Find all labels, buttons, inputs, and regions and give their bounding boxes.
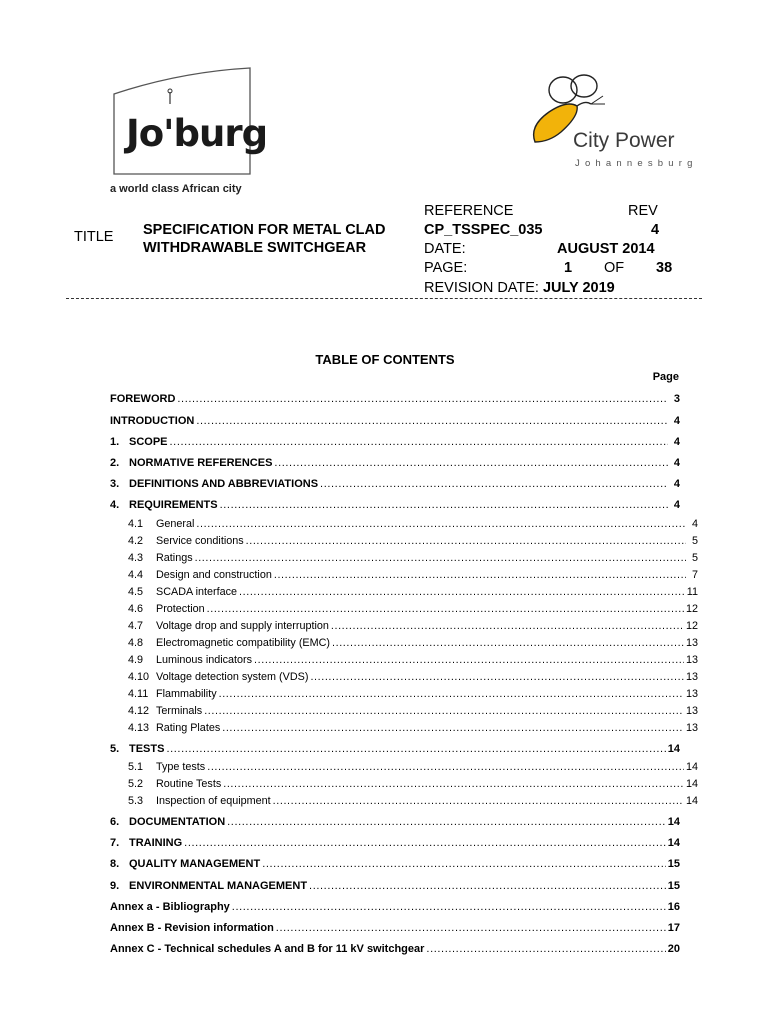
date-value: AUGUST 2014 <box>557 241 655 257</box>
toc-entry[interactable] <box>110 795 698 808</box>
toc-entry-number: 4.8 <box>128 637 144 649</box>
toc-entry-number: 4.6 <box>128 603 144 615</box>
toc-entry-label: REQUIREMENTS <box>129 499 218 511</box>
toc-entry[interactable] <box>110 880 680 893</box>
date-label: DATE: <box>424 241 466 257</box>
toc-entry-page: 3 <box>673 393 680 405</box>
toc-entry-number: 5.2 <box>128 778 144 790</box>
toc-entry[interactable] <box>110 569 698 582</box>
toc-entry-label: Flammability <box>156 688 217 700</box>
joburg-logo <box>110 66 268 196</box>
toc-entry-label: SCADA interface <box>156 586 238 598</box>
toc-entry[interactable] <box>110 671 698 684</box>
toc-dot-leader <box>196 518 686 531</box>
toc-entry-number: 4.7 <box>128 620 144 632</box>
toc-entry-page: 13 <box>685 654 698 666</box>
toc-dot-leader <box>332 637 684 650</box>
toc-entry-page: 15 <box>667 880 680 892</box>
toc-entry-page: 16 <box>667 901 680 913</box>
toc-entry-label: TRAINING <box>129 837 183 849</box>
toc-dot-leader <box>331 620 684 633</box>
toc-entry-page: 4 <box>673 478 680 490</box>
toc-entry-page: 13 <box>685 671 698 683</box>
toc-entry[interactable] <box>110 778 698 791</box>
rev-value: 4 <box>651 222 660 238</box>
toc-entry-page: 11 <box>686 586 698 598</box>
toc-entry[interactable] <box>110 393 680 406</box>
toc-entry-label: Voltage detection system (VDS) <box>156 671 309 683</box>
reference-label: REFERENCE <box>424 203 514 219</box>
toc-entry-number: 4.4 <box>128 569 144 581</box>
toc-dot-leader <box>222 722 684 735</box>
toc-entry-label: Type tests <box>156 761 206 773</box>
toc-dot-leader <box>170 436 668 449</box>
toc-entry-number: 4.9 <box>128 654 144 666</box>
toc-dot-leader <box>207 603 684 616</box>
toc-dot-leader <box>177 393 668 406</box>
toc-entry-label: NORMATIVE REFERENCES <box>129 457 273 469</box>
toc-entry[interactable] <box>110 761 698 774</box>
toc-entry-page: 4 <box>673 436 680 448</box>
toc-entry-number: 4. <box>110 499 120 511</box>
toc-entry-label: Terminals <box>156 705 203 717</box>
toc-entry-page: 14 <box>667 837 680 849</box>
toc-dot-leader <box>223 778 684 791</box>
toc-entry-label: DOCUMENTATION <box>129 816 226 828</box>
page-label: PAGE: <box>424 260 468 276</box>
toc-entry-label: Voltage drop and supply interruption <box>156 620 329 632</box>
header-divider <box>66 298 702 299</box>
title-line-1: SPECIFICATION FOR METAL CLAD <box>143 222 386 238</box>
toc-entry[interactable] <box>110 837 680 850</box>
toc-dot-leader <box>246 535 686 548</box>
toc-dot-leader <box>196 415 668 428</box>
toc-entry[interactable] <box>110 586 698 599</box>
toc-entry[interactable] <box>110 654 698 667</box>
toc-entry-page: 13 <box>685 688 698 700</box>
toc-entry-number: 9. <box>110 880 120 892</box>
city-power-logo <box>515 74 698 174</box>
toc-entry-number: 7. <box>110 837 120 849</box>
toc-entry[interactable] <box>110 415 680 428</box>
toc-entry-page: 4 <box>691 518 698 530</box>
toc-entry[interactable] <box>110 816 680 829</box>
toc-entry-page: 20 <box>667 943 680 955</box>
toc-entry[interactable] <box>110 603 698 616</box>
toc-entry-page: 5 <box>691 535 698 547</box>
toc-entry-page: 4 <box>673 499 680 511</box>
toc-entry[interactable] <box>110 688 698 701</box>
toc-entry[interactable] <box>110 436 680 449</box>
toc-entry-number: 4.11 <box>128 688 149 700</box>
reference-value: CP_TSSPEC_035 <box>424 222 543 238</box>
toc-entry-label: TESTS <box>129 743 165 755</box>
toc-dot-leader <box>310 671 684 684</box>
revision-label: REVISION DATE: <box>424 280 539 296</box>
toc-entry-number: 3. <box>110 478 120 490</box>
toc-entry-label: Electromagnetic compatibility (EMC) <box>156 637 330 649</box>
toc-dot-leader <box>309 880 666 893</box>
toc-entry-label: Rating Plates <box>156 722 221 734</box>
toc-entry-number: 5. <box>110 743 120 755</box>
toc-entry-page: 5 <box>691 552 698 564</box>
toc-entry-number: 4.12 <box>128 705 150 717</box>
toc-entry-number: 4.10 <box>128 671 150 683</box>
toc-entry-page: 12 <box>685 603 698 615</box>
toc-entry-label: General <box>156 518 195 530</box>
toc-entry[interactable] <box>110 858 680 871</box>
page-value: 1 <box>564 260 573 276</box>
toc-dot-leader <box>262 858 666 871</box>
revision-date-label <box>424 280 615 296</box>
toc-entry-label: Inspection of equipment <box>156 795 271 807</box>
toc-entry-label: Routine Tests <box>156 778 222 790</box>
toc-entry-label: Luminous indicators <box>156 654 253 666</box>
toc-entry-number: 1. <box>110 436 120 448</box>
toc-entry-label: Annex B - Revision information <box>110 922 274 934</box>
toc-entry-page: 13 <box>685 637 698 649</box>
title-line-2: WITHDRAWABLE SWITCHGEAR <box>143 240 367 256</box>
toc-entry-label: Service conditions <box>156 535 244 547</box>
toc-entry[interactable] <box>110 922 680 935</box>
toc-entry-label: DEFINITIONS AND ABBREVIATIONS <box>129 478 319 490</box>
toc-dot-leader <box>320 478 668 491</box>
toc-entry-number: 5.1 <box>128 761 144 773</box>
toc-entry-number: 5.3 <box>128 795 144 807</box>
toc-dot-leader <box>273 795 684 808</box>
toc-dot-leader <box>227 816 666 829</box>
toc-entry[interactable] <box>110 457 680 470</box>
toc-entry-number: 4.5 <box>128 586 144 598</box>
toc-entry[interactable] <box>110 705 698 718</box>
title-label: TITLE <box>74 229 114 245</box>
joburg-wordmark: Jo'burg <box>126 112 268 155</box>
toc-entry-label: Annex C - Technical schedules A and B for 11 kV switchgear <box>110 943 425 955</box>
toc-dot-leader <box>274 569 686 582</box>
toc-entry-label: ENVIRONMENTAL MANAGEMENT <box>129 880 308 892</box>
toc-entry[interactable] <box>110 552 698 565</box>
toc-entry-page: 4 <box>673 457 680 469</box>
toc-entry-number: 2. <box>110 457 120 469</box>
toc-dot-leader <box>254 654 684 667</box>
toc-dot-leader <box>220 499 668 512</box>
toc-entry-label: QUALITY MANAGEMENT <box>129 858 261 870</box>
toc-dot-leader <box>274 457 668 470</box>
toc-entry-page: 7 <box>691 569 698 581</box>
toc-entry-number: 4.13 <box>128 722 150 734</box>
toc-entry-page: 13 <box>685 705 698 717</box>
revision-value: JULY 2019 <box>542 280 615 296</box>
toc-entry-number: 6. <box>110 816 120 828</box>
toc-dot-leader <box>426 943 665 956</box>
city-power-city: Johannesburg <box>575 158 698 169</box>
toc-entry[interactable] <box>110 943 680 956</box>
joburg-tagline: a world class African city <box>110 183 242 195</box>
toc-dot-leader <box>204 705 684 718</box>
toc-entry-number: 4.3 <box>128 552 144 564</box>
toc-entry[interactable] <box>110 901 680 914</box>
toc-entry[interactable] <box>110 499 680 512</box>
toc-entry-label: Annex a - Bibliography <box>110 901 230 913</box>
toc-entry-page: 12 <box>685 620 698 632</box>
toc-entry-label: FOREWORD <box>110 393 176 405</box>
toc-entry-label: Design and construction <box>156 569 272 581</box>
of-label: OF <box>604 260 625 276</box>
toc-dot-leader <box>276 922 666 935</box>
toc-title: TABLE OF CONTENTS <box>315 352 455 367</box>
toc-entry[interactable] <box>110 518 698 531</box>
toc-dot-leader <box>207 761 684 774</box>
toc-entry[interactable] <box>110 743 680 756</box>
toc-dot-leader <box>166 743 665 756</box>
rev-label: REV <box>628 203 658 219</box>
toc-entry-label: Ratings <box>156 552 193 564</box>
toc-entry-number: 8. <box>110 858 120 870</box>
toc-entry-page: 14 <box>667 816 680 828</box>
toc-dot-leader <box>184 837 666 850</box>
toc-entry-page: 14 <box>685 761 698 773</box>
toc-dot-leader <box>239 586 685 599</box>
toc-entry-number: 4.1 <box>128 518 144 530</box>
toc-page-heading: Page <box>652 371 679 383</box>
toc-entry-page: 15 <box>667 858 680 870</box>
toc-entry-page: 13 <box>685 722 698 734</box>
toc-entry[interactable] <box>110 722 698 735</box>
toc-entry[interactable] <box>110 535 698 548</box>
toc-entry-label: Protection <box>156 603 205 615</box>
toc-dot-leader <box>232 901 666 914</box>
toc-entry-label: SCOPE <box>129 436 168 448</box>
city-power-name: City Power <box>573 129 675 152</box>
toc-entry-page: 14 <box>667 743 680 755</box>
toc-entry-number: 4.2 <box>128 535 144 547</box>
toc-dot-leader <box>195 552 686 565</box>
toc-dot-leader <box>219 688 684 701</box>
toc-entry-page: 14 <box>685 795 698 807</box>
toc-entry-page: 14 <box>685 778 698 790</box>
toc-entry[interactable] <box>110 620 698 633</box>
toc-entry-page: 4 <box>673 415 680 427</box>
toc-entry[interactable] <box>110 478 680 491</box>
toc-entry-label: INTRODUCTION <box>110 415 195 427</box>
page-total: 38 <box>656 260 673 276</box>
toc-entry[interactable] <box>110 637 698 650</box>
toc-entry-page: 17 <box>667 922 680 934</box>
